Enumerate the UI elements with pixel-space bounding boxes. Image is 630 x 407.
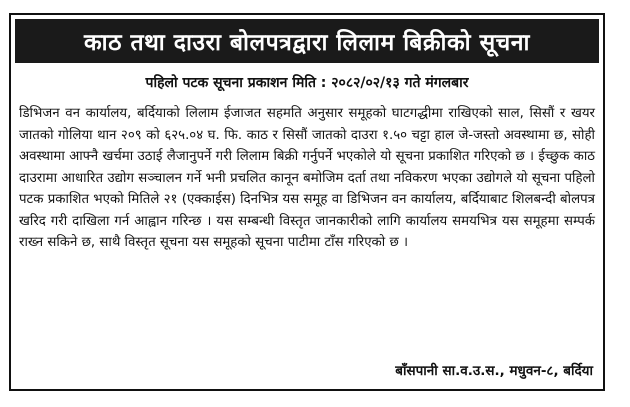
notice-frame xyxy=(9,13,605,391)
notice-body: डिभिजन वन कार्यालय, बर्दियाको लिलाम ईजाजत सहमति अनुसार समूहको घाटगद्धीमा राखिएको साल, सिसौं र खयर जातको गोलिया थान २०९ को ६२५.०४ घ. फि. काठ र सिसौं जातको दाउरा १.५० चट्टा हाल जे-जस्तो अवस्थामा छ, सोही अवस्थामा आफ्नै खर्चमा उठाई लैजानुपर्ने गरी लिलाम बिक्री गर्नुपर्ने भएकोले यो सूचना प्रकाशित गरिएको छ । ईच्छुक काठ दाउरामा आधारित उद्योग सञ्चालन गर्ने भनी प्रचलित कानून बमोजिम दर्ता तथा नविकरण भएका उद्योगले यो सूचना पहिलो पटक प्रकाशित भएको मितिले २१ (एक्काईस) दिनभित्र यस समूह वा डिभिजन वन कार्यालय, बर्दियाबाट शिलबन्दी बोलपत्र खरिद गरी दाखिला गर्न आह्वान गरिन्छ । यस सम्बन्धी विस्तृत जानकारीको लागि कार्यालय समयभित्र यस समूहमा सम्पर्क राख्न सकिने छ, साथै विस्तृत सूचना यस समूहको सूचना पाटीमा टाँस गरिएको छ । xyxy=(19,106,595,250)
publication-date-line: पहिलो पटक सूचना प्रकाशन मिति : २०८२/०२/१३ गते मंगलबार xyxy=(145,75,469,91)
issuer-signature: बाँसपानी सा.व.उ.स., मधुवन-८, बर्दिया xyxy=(395,363,593,379)
notice-title: काठ तथा दाउरा बोलपत्रद्वारा लिलाम बिक्रीको सूचना xyxy=(15,19,599,63)
